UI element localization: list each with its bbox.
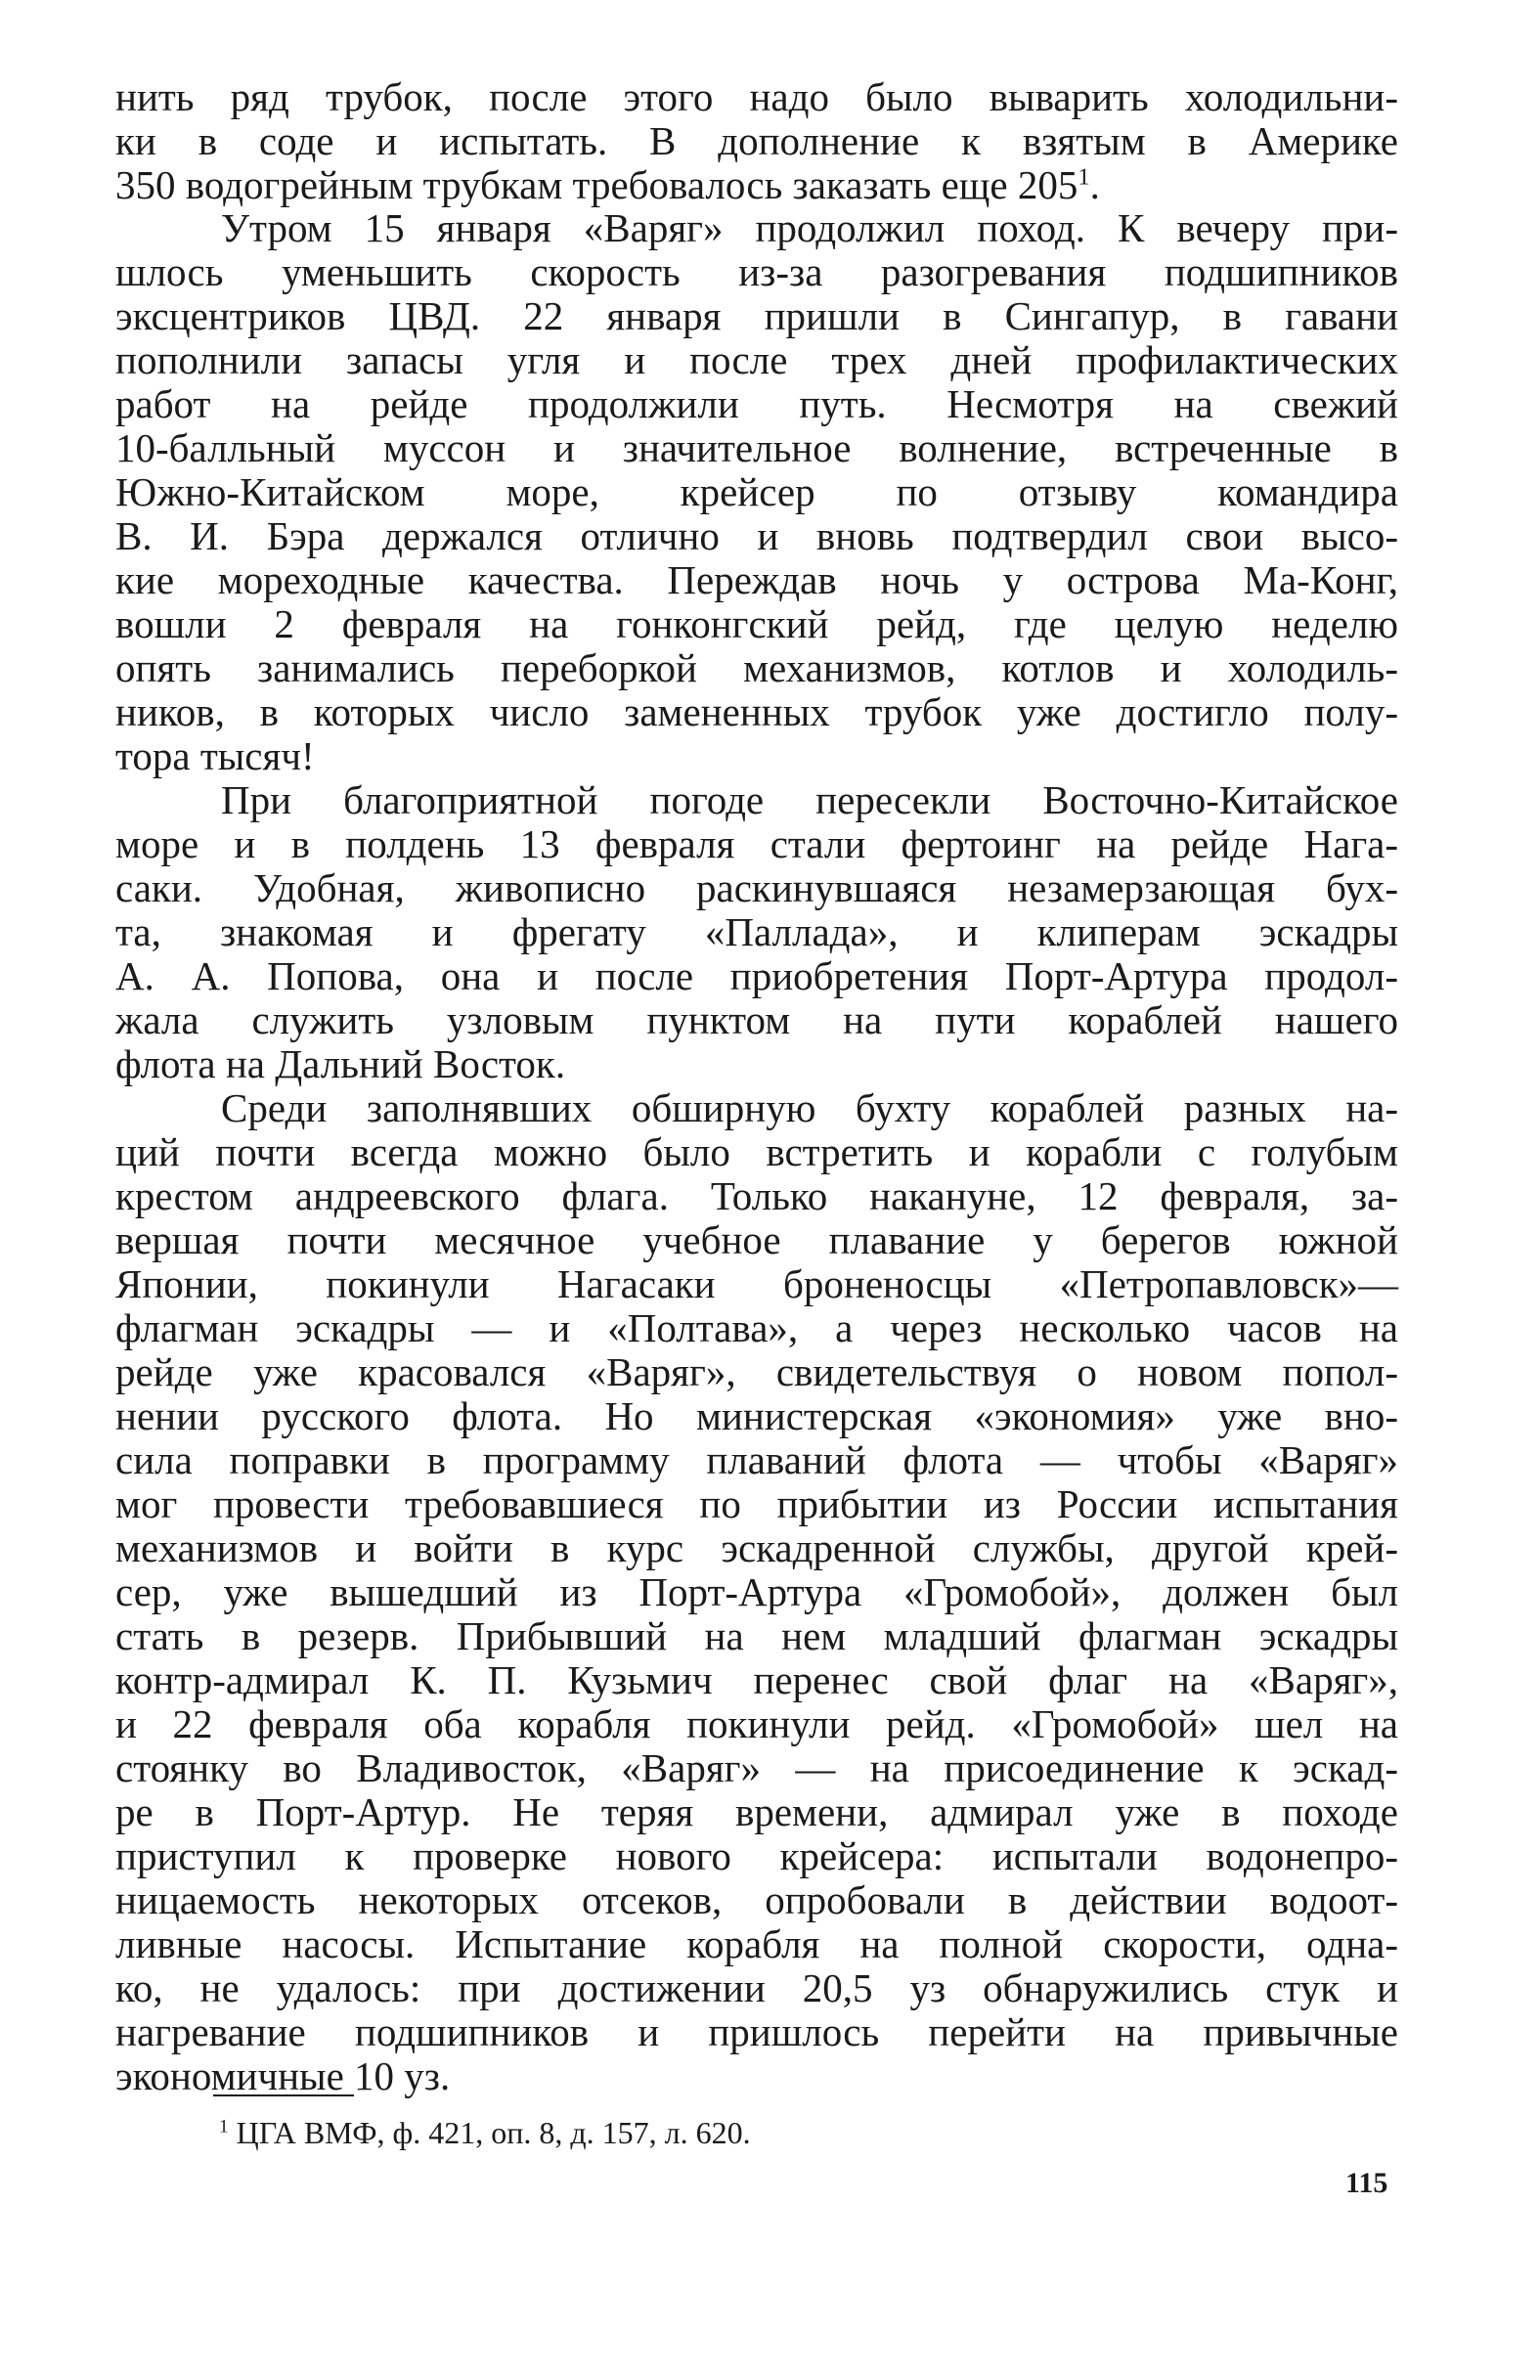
text-line-18: море и в полдень 13 февраля стали фертоинг на рейде Нага- bbox=[115, 821, 1398, 866]
text-line-38: и 22 февраля оба корабля покинули рейд. «Громобой» шел на bbox=[115, 1701, 1398, 1746]
text-line-9: 10-балльный муссон и значительное волнение, встреченные в bbox=[115, 425, 1398, 470]
text-line-6: эксцентриков ЦВД. 22 января пришли в Сингапур, в гавани bbox=[115, 293, 1398, 338]
text-line-8: работ на рейде продолжили путь. Несмотря на свежий bbox=[115, 381, 1398, 426]
text-line-29: флагман эскадры — и «Полтава», а через несколько часов на bbox=[115, 1305, 1398, 1350]
text-line-12: кие мореходные качества. Переждав ночь у острова Ма-Конг, bbox=[115, 557, 1398, 602]
text-line-43: ливные насосы. Испытание корабля на полной скорости, одна- bbox=[115, 1921, 1398, 1966]
text-line-17: При благоприятной погоде пересекли Восточно-Китайское bbox=[221, 777, 1398, 822]
text-line-42: ницаемость некоторых отсеков, опробовали в действии водоот- bbox=[115, 1877, 1398, 1922]
text-line-7: пополнили запасы угля и после трех дней профилактических bbox=[115, 337, 1398, 382]
text-line-13: вошли 2 февраля на гонконгский рейд, где целую неделю bbox=[115, 601, 1398, 646]
text-line-3-text: 350 водогрейным трубкам требовалось заказать еще 205 bbox=[115, 162, 1078, 207]
text-line-36: стать в резерв. Прибывший на нем младший флагман эскадры bbox=[115, 1613, 1398, 1658]
text-line-26: крестом андреевского флага. Только накануне, 12 февраля, за- bbox=[115, 1173, 1398, 1218]
text-line-11: В. И. Бэра держался отлично и вновь подтвердил свои высо- bbox=[115, 513, 1398, 558]
text-line-23: флота на Дальний Восток. bbox=[115, 1041, 566, 1086]
text-line-15: ников, в которых число замененных трубок уже достигло полу- bbox=[115, 689, 1398, 734]
text-line-37: контр-адмирал К. П. Кузьмич перенес свой флаг на «Варяг», bbox=[115, 1657, 1398, 1702]
text-line-4: Утром 15 января «Варяг» продолжил поход. К вечеру при- bbox=[221, 205, 1398, 250]
text-line-30: рейде уже красовался «Варяг», свидетельствуя о новом попол- bbox=[115, 1349, 1398, 1394]
text-line-40: ре в Порт-Артур. Не теряя времени, адмирал уже в походе bbox=[115, 1789, 1398, 1834]
text-line-45: нагревание подшипников и пришлось перейти на привычные bbox=[115, 2009, 1398, 2054]
text-line-31: нении русского флота. Но министерская «экономия» уже вно- bbox=[115, 1393, 1398, 1438]
text-line-10: Южно-Китайском море, крейсер по отзыву командира bbox=[115, 469, 1398, 514]
text-line-35: сер, уже вышедший из Порт-Артура «Громобой», должен был bbox=[115, 1569, 1398, 1614]
text-line-22: жала служить узловым пунктом на пути кораблей нашего bbox=[115, 997, 1398, 1042]
text-line-27: вершая почти месячное учебное плавание у берегов южной bbox=[115, 1217, 1398, 1262]
text-line-1: нить ряд трубок, после этого надо было выварить холодильни- bbox=[115, 74, 1398, 119]
text-line-41: приступил к проверке нового крейсера: испытали водонепро- bbox=[115, 1833, 1398, 1878]
footnote-marker: 1 bbox=[219, 2116, 229, 2138]
text-line-34: механизмов и войти в курс эскадренной службы, другой крей- bbox=[115, 1525, 1398, 1570]
text-line-16: тора тысяч! bbox=[115, 733, 315, 778]
text-line-25: ций почти всегда можно было встретить и корабли с голубым bbox=[115, 1129, 1398, 1174]
text-line-44: ко, не удалось: при достижении 20,5 уз обнаружились стук и bbox=[115, 1965, 1398, 2010]
text-line-32: сила поправки в программу плаваний флота — чтобы «Варяг» bbox=[115, 1437, 1398, 1482]
text-line-2: ки в соде и испытать. В дополнение к взятым в Америке bbox=[115, 118, 1398, 163]
text-line-33: мог провести требовавшиеся по прибытии из России испытания bbox=[115, 1481, 1398, 1526]
footnote bbox=[219, 2116, 751, 2149]
text-line-24: Среди заполнявших обширную бухту кораблей разных на- bbox=[221, 1085, 1398, 1130]
page-number: 115 bbox=[1345, 2167, 1388, 2199]
text-line-21: А. А. Попова, она и после приобретения Порт-Артура продол- bbox=[115, 953, 1398, 998]
text-line-5: шлось уменьшить скорость из-за разогревания подшипников bbox=[115, 249, 1398, 294]
footnote-reference: 1 bbox=[1078, 163, 1090, 191]
text-line-46: экономичные 10 уз. bbox=[115, 2053, 451, 2098]
text-line-39: стоянку во Владивосток, «Варяг» — на присоединение к эскад- bbox=[115, 1745, 1398, 1790]
text-line-19: саки. Удобная, живописно раскинувшаяся незамерзающая бух- bbox=[115, 865, 1398, 910]
text-line-14: опять занимались переборкой механизмов, котлов и холодиль- bbox=[115, 645, 1398, 690]
footnote-divider bbox=[213, 2094, 354, 2096]
text-line-28: Японии, покинули Нагасаки броненосцы «Петропавловск»— bbox=[115, 1261, 1398, 1306]
text-line-3: 350 водогрейным трубкам требовалось заказать еще $205^1$. bbox=[115, 162, 1100, 207]
text-line-20: та, знакомая и фрегату «Паллада», и клиперам эскадры bbox=[115, 909, 1398, 954]
footnote-text: ЦГА ВМФ, ф. 421, оп. 8, д. 157, л. 620. bbox=[228, 2115, 751, 2150]
